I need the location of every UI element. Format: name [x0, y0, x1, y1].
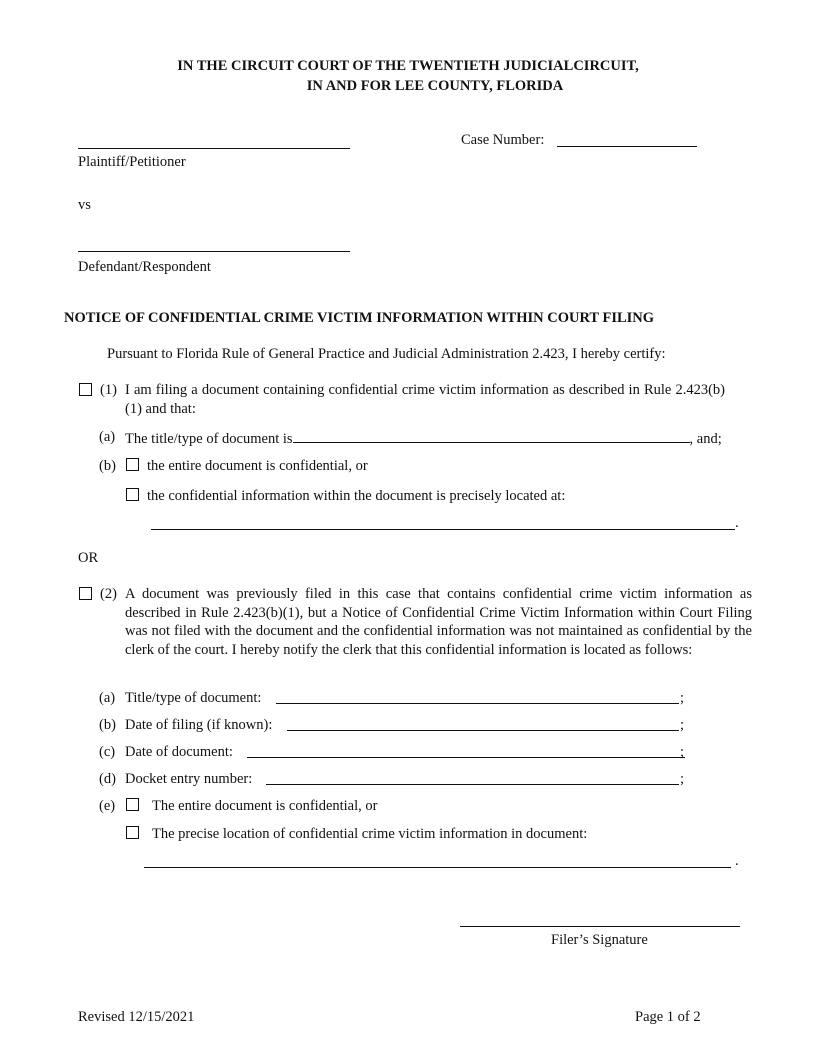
section1-b-location-text: the confidential information within the document is precisely located at:	[147, 488, 566, 504]
case-number-field[interactable]	[557, 146, 697, 147]
or-label: OR	[78, 550, 99, 566]
filer-signature-label: Filer’s Signature	[551, 932, 648, 948]
section2-b-prompt: Date of filing (if known):	[125, 717, 273, 733]
section2-e-location-checkbox[interactable]	[126, 826, 139, 839]
section1-b-label: (b)	[99, 458, 116, 474]
vs-label: vs	[78, 197, 91, 213]
section1-a-prompt: The title/type of document is	[125, 431, 293, 447]
section2-end-period: .	[735, 853, 739, 869]
section2-a-prompt: Title/type of document:	[125, 690, 262, 706]
case-number-label: Case Number:	[461, 132, 545, 148]
intro-text: Pursuant to Florida Rule of General Practice and Judicial Administration 2.423, I hereby certify:	[107, 346, 666, 362]
section1-location-field[interactable]	[151, 529, 735, 530]
section1-b-location-checkbox[interactable]	[126, 488, 139, 501]
filer-signature-line[interactable]	[460, 926, 740, 927]
revised-date: Revised 12/15/2021	[78, 1009, 195, 1025]
section2-d-suffix: ;	[680, 771, 685, 787]
section2-checkbox[interactable]	[79, 587, 92, 600]
section2-location-field[interactable]	[144, 867, 731, 868]
court-heading-line1: IN THE CIRCUIT COURT OF THE TWENTIETH JUDICIALCIRCUIT,	[177, 58, 639, 74]
section2-e-entire-text: The entire document is confidential, or	[152, 798, 378, 814]
section2-c-prompt: Date of document:	[125, 744, 233, 760]
section1-checkbox[interactable]	[79, 383, 92, 396]
page-number: Page 1 of 2	[635, 1009, 701, 1025]
defendant-signature-line[interactable]	[78, 251, 350, 252]
section2-b-filing-date-field[interactable]	[287, 730, 679, 731]
section2-a-suffix: ;	[680, 690, 685, 706]
section1-b-entire-checkbox[interactable]	[126, 458, 139, 471]
section1-b-entire-text: the entire document is confidential, or	[147, 458, 368, 474]
section2-d-prompt: Docket entry number:	[125, 771, 253, 787]
section2-c-document-date-field[interactable]	[247, 757, 685, 758]
section2-e-label: (e)	[99, 798, 116, 814]
section1-text: I am filing a document containing confidential crime victim information as described in Rule 2.423(b)(1) and that:	[125, 382, 725, 417]
section2-a-title-field[interactable]	[276, 703, 679, 704]
section1-number: (1)	[100, 382, 117, 398]
plaintiff-label: Plaintiff/Petitioner	[78, 154, 186, 170]
section2-e-entire-checkbox[interactable]	[126, 798, 139, 811]
section1-a-suffix: , and;	[689, 431, 722, 447]
section2-c-label: (c)	[99, 744, 116, 760]
section2-a-label: (a)	[99, 690, 116, 706]
section2-d-label: (d)	[99, 771, 116, 787]
defendant-label: Defendant/Respondent	[78, 259, 211, 275]
section2-c-suffix: ;	[680, 744, 685, 760]
section1-a-title-field[interactable]	[293, 428, 690, 443]
section2-e-location-text: The precise location of confidential crime victim information in document:	[152, 826, 588, 842]
section2-text: A document was previously filed in this case that contains confidential crime victim information as described in Rule 2.423(b)(1), but a Notice of Confidential Crime Victim Information within Court Filing was not filed with the document and the confidential information was not maintained as confidential by the clerk of the court. I hereby notify the clerk that this confidential information is located as follows:	[125, 586, 752, 658]
plaintiff-signature-line[interactable]	[78, 148, 350, 149]
court-heading-line2: IN AND FOR LEE COUNTY, FLORIDA	[306, 78, 564, 94]
notice-title: NOTICE OF CONFIDENTIAL CRIME VICTIM INFORMATION WITHIN COURT FILING	[64, 310, 655, 326]
section2-b-suffix: ;	[680, 717, 685, 733]
section2-b-label: (b)	[99, 717, 116, 733]
section1-end-period: .	[735, 515, 739, 531]
section2-d-docket-field[interactable]	[266, 784, 679, 785]
section1-a-label: (a)	[99, 429, 116, 445]
section1-a-text	[125, 428, 722, 449]
section2-number: (2)	[100, 586, 117, 602]
